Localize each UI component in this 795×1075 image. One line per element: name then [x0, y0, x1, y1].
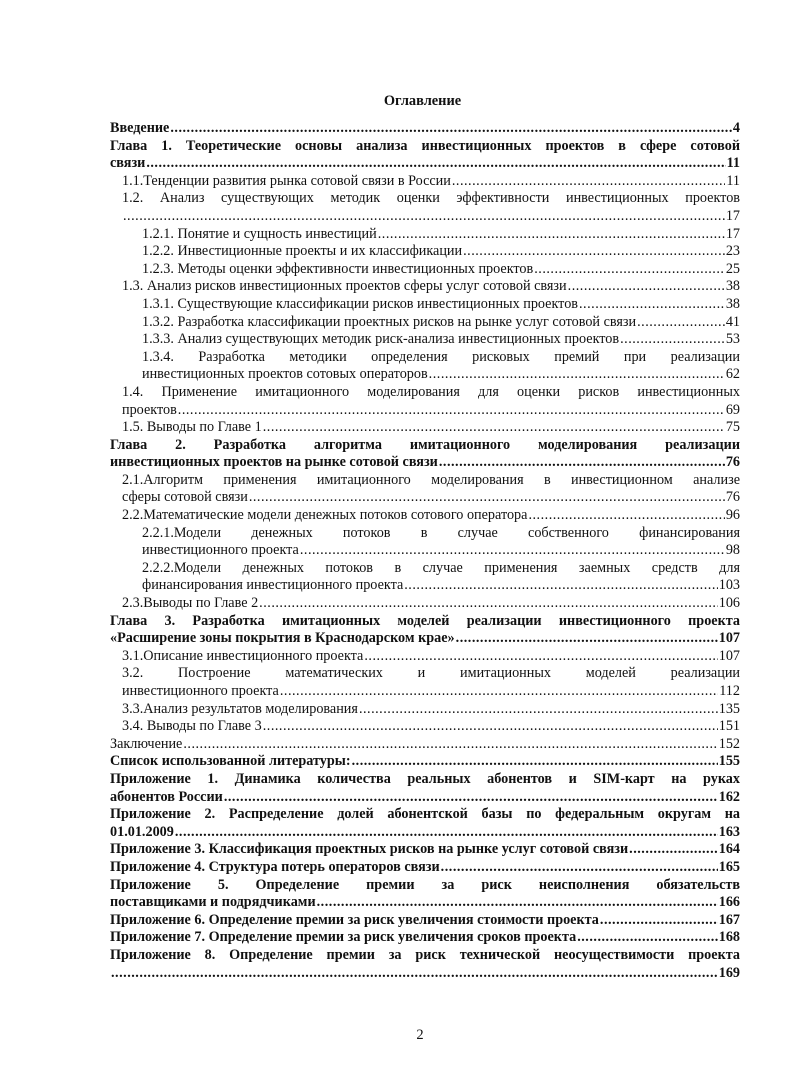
dot-leader	[620, 331, 725, 349]
toc-entry-text-line: Приложение 5. Определение премии за риск неисполнения обязательств	[110, 876, 740, 893]
dot-leader	[249, 489, 725, 507]
toc-page-number: 4	[732, 120, 740, 136]
toc-entry-label: инвестиционного проекта	[122, 683, 279, 699]
toc-entry-label: проектов	[122, 401, 177, 418]
toc-entry-text-line: 1.3.4. Разработка методики определения рисковых премий при реализации	[142, 348, 740, 365]
toc-entry-line	[110, 753, 740, 771]
toc-entry-text-line: Приложение 1. Динамика количества реальных абонентов и SIM-карт на руках	[110, 770, 740, 787]
toc-entry-label: 1.1.Тенденции развития рынка сотовой связи в России	[122, 172, 451, 189]
dot-leader	[175, 824, 718, 842]
toc-page-number: 69	[725, 401, 740, 418]
dot-leader	[441, 859, 718, 877]
toc-entry-label: Введение	[110, 120, 170, 136]
dot-leader	[111, 965, 718, 983]
dot-leader	[259, 595, 718, 613]
toc-entry-label: «Расширение зоны покрытия в Краснодарском крае»	[110, 630, 455, 647]
toc-entry-label: 01.01.2009	[110, 823, 174, 840]
dot-leader	[637, 314, 725, 332]
toc-entry[interactable]	[110, 613, 740, 648]
page-number: 2	[416, 1027, 424, 1043]
toc-page-number: 155	[718, 753, 740, 770]
toc-page-number: 107	[718, 630, 740, 647]
toc-page-number: 167	[718, 911, 740, 928]
toc-page-number: 164	[718, 841, 740, 858]
toc-entry[interactable]	[110, 437, 740, 472]
toc-entry-label: Приложение 7. Определение премии за риск увеличения сроков проекта	[110, 929, 577, 946]
table-of-contents	[110, 120, 740, 982]
toc-entry-label: 3.4. Выводы по Главе 3	[122, 718, 262, 735]
toc-entry-label: 1.2.1. Понятие и сущность инвестиций	[142, 225, 377, 242]
toc-entry-label: Приложение 6. Определение премии за риск увеличения стоимости проекта	[110, 911, 599, 928]
toc-entry-text-line: 2.2.2.Модели денежных потоков в случае применения заемных средств для	[142, 559, 740, 576]
toc-entry[interactable]	[110, 841, 740, 859]
toc-page-number: 163	[718, 823, 740, 840]
dot-leader	[359, 701, 718, 719]
toc-entry-label: сферы сотовой связи	[122, 489, 248, 506]
toc-page-number: 168	[718, 929, 740, 946]
toc-entry-label: 2.3.Выводы по Главе 2	[122, 595, 259, 612]
dot-leader	[579, 296, 725, 314]
toc-entry-line	[122, 278, 740, 296]
toc-page-number: 112	[719, 683, 740, 699]
toc-entry-line	[122, 507, 740, 525]
toc-entry-line	[110, 912, 740, 930]
toc-entry[interactable]	[110, 296, 740, 314]
toc-entry-line	[142, 261, 740, 279]
toc-entry-line	[110, 120, 740, 138]
dot-leader	[352, 753, 718, 771]
toc-entry-label: финансирования инвестиционного проекта	[142, 577, 404, 594]
toc-entry-label: инвестиционных проектов на рынке сотовой связи	[110, 454, 438, 471]
toc-entry[interactable]	[110, 736, 740, 754]
dot-leader	[404, 577, 717, 595]
dot-leader	[123, 208, 725, 226]
toc-page-number: 165	[718, 858, 740, 875]
dot-leader	[183, 736, 717, 754]
toc-entry-line	[110, 929, 740, 947]
toc-entry-label: 1.3.3. Анализ существующих методик риск-анализа инвестиционных проектов	[142, 331, 620, 348]
toc-page-number: 17	[725, 207, 740, 224]
toc-entry[interactable]	[110, 331, 740, 349]
toc-page-number: 169	[718, 964, 740, 981]
toc-entry-line	[142, 577, 740, 595]
toc-page-number: 11	[726, 155, 740, 172]
toc-page-number: 25	[725, 260, 740, 277]
toc-entry-line	[142, 314, 740, 332]
toc-page-number: 135	[718, 700, 740, 717]
toc-page-number: 38	[725, 295, 740, 312]
toc-entry-line	[110, 155, 740, 173]
dot-leader	[568, 278, 725, 296]
dot-leader	[263, 718, 718, 736]
toc-entry-label: инвестиционных проектов сотовых операторов	[142, 366, 428, 383]
toc-entry-line	[142, 331, 740, 349]
toc-page-number: 98	[725, 542, 740, 559]
toc-entry-line	[110, 736, 740, 754]
toc-page-number: 76	[725, 489, 740, 506]
toc-entry[interactable]	[110, 278, 740, 296]
toc-page-number: 38	[725, 278, 740, 295]
toc-entry-line	[122, 595, 740, 613]
toc-page-number: 96	[725, 507, 740, 524]
dot-leader	[170, 120, 732, 138]
dot-leader	[378, 226, 725, 244]
toc-entry-label: 1.3.1. Существующие классификации рисков инвестиционных проектов	[142, 295, 578, 312]
toc-entry[interactable]	[110, 947, 740, 982]
toc-entry-line	[142, 542, 740, 560]
toc-entry-text-line: 2.2.1.Модели денежных потоков в случае собственного финансирования	[142, 524, 740, 541]
toc-entry-line	[122, 701, 740, 719]
toc-page-number: 166	[718, 894, 740, 911]
toc-entry-line	[110, 859, 740, 877]
toc-entry[interactable]	[110, 912, 740, 930]
toc-entry-line	[122, 208, 740, 226]
toc-entry-label: инвестиционного проекта	[142, 542, 299, 559]
toc-entry-line	[142, 243, 740, 261]
toc-entry-line	[122, 489, 740, 507]
dot-leader	[534, 261, 725, 279]
toc-entry[interactable]	[110, 384, 740, 419]
dot-leader	[439, 454, 725, 472]
toc-entry[interactable]	[110, 701, 740, 719]
toc-entry-label: 3.3.Анализ результатов моделирования	[122, 700, 358, 717]
toc-entry[interactable]	[110, 648, 740, 666]
toc-entry[interactable]	[110, 419, 740, 437]
toc-entry-text-line: 2.1.Алгоритм применения имитационного моделирования в инвестиционном анализе	[122, 471, 740, 488]
toc-page-number: 152	[718, 735, 740, 752]
dot-leader	[600, 912, 718, 930]
toc-entry-line	[142, 226, 740, 244]
toc-entry[interactable]	[110, 753, 740, 771]
toc-entry[interactable]	[110, 718, 740, 736]
toc-entry-line	[110, 841, 740, 859]
toc-entry[interactable]	[110, 314, 740, 332]
toc-entry-label: Приложение 3. Классификация проектных рисков на рынке услуг сотовой связи	[110, 841, 629, 858]
toc-entry-text-line: 1.4. Применение имитационного моделирования для оценки рисков инвестиционных	[122, 383, 740, 400]
toc-entry-label: 3.1.Описание инвестиционного проекта	[122, 647, 364, 664]
toc-page-number: 103	[718, 577, 740, 594]
toc-entry-label: Список использованной литературы:	[110, 753, 351, 770]
dot-leader	[452, 173, 725, 191]
toc-entry[interactable]	[110, 507, 740, 525]
dot-leader	[146, 155, 725, 173]
toc-entry[interactable]	[110, 120, 740, 138]
toc-entry-text-line: 3.2. Построение математических и имитационных моделей реализации	[122, 665, 740, 682]
dot-leader	[263, 419, 725, 437]
toc-entry-text-line: Приложение 2. Распределение долей абонентской базы по федеральным округам на	[110, 806, 740, 823]
toc-entry-label: 1.3.2. Разработка классификации проектных рисков на рынке услуг сотовой связи	[142, 313, 637, 330]
toc-page-number: 11	[726, 172, 740, 189]
dot-leader	[280, 683, 718, 701]
toc-entry-label: 1.3. Анализ рисков инвестиционных проектов сферы услуг сотовой связи	[122, 278, 567, 295]
toc-entry-label: 1.2.3. Методы оценки эффективности инвестиционных проектов	[142, 260, 534, 277]
toc-entry-text-line: Глава 2. Разработка алгоритма имитационного моделирования реализации	[110, 436, 740, 453]
toc-entry-line	[122, 683, 740, 701]
toc-entry-line	[110, 894, 740, 912]
toc-entry[interactable]	[110, 929, 740, 947]
toc-entry-line	[122, 173, 740, 191]
dot-leader	[528, 507, 724, 525]
toc-page-number: 62	[725, 366, 740, 383]
toc-entry-text-line: Глава 1. Теоретические основы анализа инвестиционных проектов в сфере сотовой	[110, 137, 740, 154]
toc-entry[interactable]	[110, 243, 740, 261]
toc-entry[interactable]	[110, 665, 740, 700]
toc-entry-line	[122, 648, 740, 666]
toc-entry[interactable]	[110, 349, 740, 384]
toc-page-number: 23	[725, 243, 740, 260]
toc-entry[interactable]	[110, 560, 740, 595]
toc-page-number: 107	[718, 647, 740, 664]
toc-entry-line	[110, 789, 740, 807]
toc-entry-line	[110, 824, 740, 842]
dot-leader	[224, 789, 718, 807]
dot-leader	[456, 630, 718, 648]
dot-leader	[317, 894, 718, 912]
dot-leader	[429, 366, 725, 384]
toc-page-number: 53	[725, 331, 740, 348]
toc-entry-line	[122, 718, 740, 736]
toc-page-number: 162	[718, 788, 740, 805]
dot-leader	[629, 841, 718, 859]
toc-entry[interactable]	[110, 525, 740, 560]
toc-page-number: 106	[718, 595, 740, 612]
toc-entry-label: 1.5. Выводы по Главе 1	[122, 419, 262, 436]
toc-title: Оглавление	[383, 93, 462, 109]
toc-entry[interactable]	[110, 806, 740, 841]
toc-entry[interactable]	[110, 859, 740, 877]
toc-page-number: 41	[725, 313, 740, 330]
dot-leader	[463, 243, 725, 261]
dot-leader	[300, 542, 725, 560]
toc-entry-line	[122, 419, 740, 437]
toc-entry-label: 2.2.Математические модели денежных потоков сотового оператора	[122, 507, 528, 524]
toc-entry-line	[142, 366, 740, 384]
toc-entry-text-line: Глава 3. Разработка имитационных моделей реализации инвестиционного проекта	[110, 612, 740, 629]
toc-entry[interactable]	[110, 138, 740, 173]
toc-entry-line	[110, 454, 740, 472]
toc-entry-line	[110, 630, 740, 648]
dot-leader	[577, 929, 718, 947]
toc-entry-line	[122, 402, 740, 420]
toc-entry-line	[142, 296, 740, 314]
toc-entry-line	[110, 965, 740, 983]
toc-entry-label: поставщиками и подрядчиками	[110, 894, 316, 911]
toc-entry-text-line: Приложение 8. Определение премии за риск технической неосуществимости проекта	[110, 946, 740, 963]
toc-entry-text-line: 1.2. Анализ существующих методик оценки эффективности инвестиционных проектов	[122, 190, 740, 207]
toc-entry[interactable]	[110, 771, 740, 806]
toc-entry[interactable]	[110, 173, 740, 191]
toc-entry[interactable]	[110, 595, 740, 613]
toc-page-number: 75	[725, 419, 740, 436]
toc-page-number: 151	[718, 718, 740, 735]
toc-entry[interactable]	[110, 472, 740, 507]
dot-leader	[364, 648, 717, 666]
toc-entry-label: Приложение 4. Структура потерь операторов связи	[110, 858, 440, 875]
toc-entry[interactable]	[110, 226, 740, 244]
toc-entry[interactable]	[110, 877, 740, 912]
toc-entry[interactable]	[110, 261, 740, 279]
dot-leader	[178, 402, 725, 420]
toc-entry-label: связи	[110, 155, 146, 172]
toc-entry-label: 1.2.2. Инвестиционные проекты и их классификации	[142, 243, 463, 260]
toc-entry-label: Заключение	[110, 735, 183, 752]
toc-entry-label: абонентов России	[110, 788, 223, 805]
toc-entry[interactable]	[110, 190, 740, 225]
toc-page-number: 76	[725, 454, 740, 471]
toc-page-number: 17	[725, 225, 740, 242]
